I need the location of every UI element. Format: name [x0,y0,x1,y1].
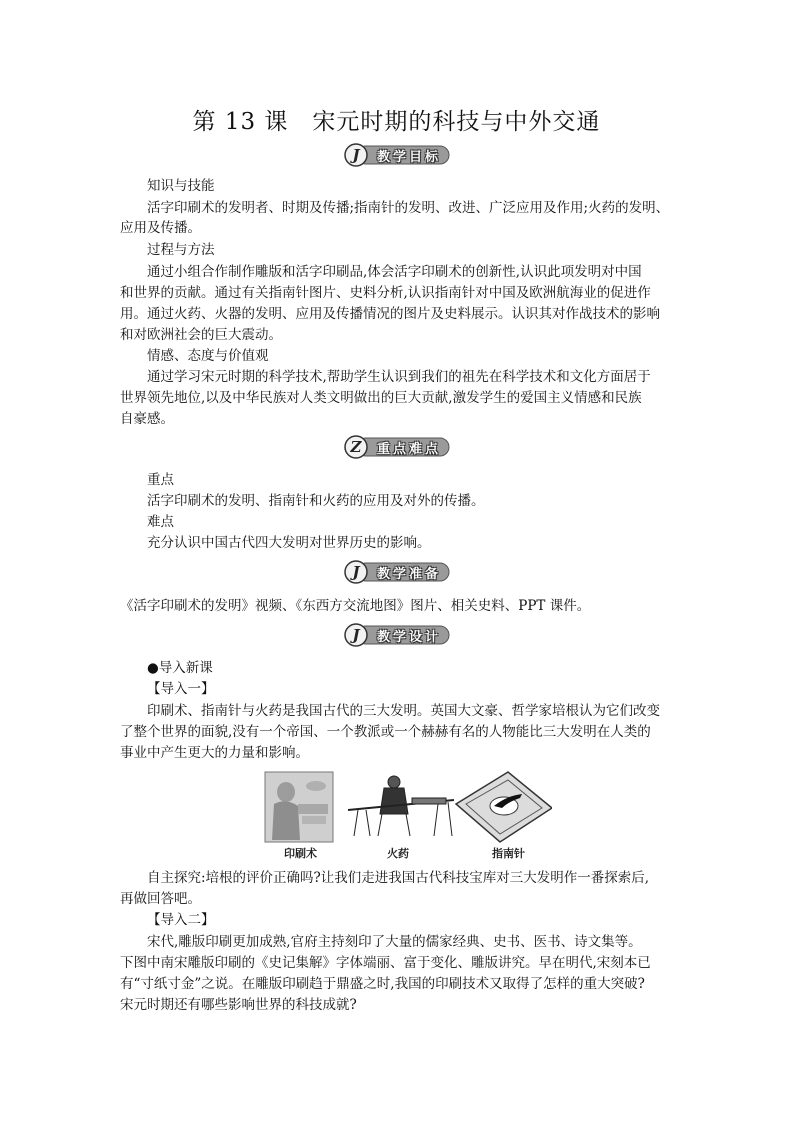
heading-values: 情感、态度与价值观 [147,348,269,364]
inventions-drawing [262,770,552,850]
section-badge-prep [343,560,451,584]
gunpowder-image [348,776,454,836]
paragraph-line: 印刷术、指南针与火药是我国古代的三大发明。英国大文豪、哲学家培根认为它们改变 [147,703,660,719]
badge-label: 重点难点 [376,442,441,457]
paragraph-line: 自豪感。 [120,411,174,427]
lead-heading-1: 【导入一】 [147,681,215,697]
paragraph-line: 《活字印刷术的发明》视频、《东西方交流地图》图片、相关史料、PPT 课件。 [120,598,591,614]
paragraph-line: 事业中产生更大的力量和影响。 [120,745,309,761]
badge-label: 教学目标 [376,150,441,165]
caption-printing: 印刷术 [284,847,317,860]
heading-knowledge: 知识与技能 [147,178,215,194]
paragraph-line: 宋代,雕版印刷更加成熟,官府主持刻印了大量的儒家经典、史书、医书、诗文集等。 [147,934,642,950]
paragraph-line: 了整个世界的面貌,没有一个帝国、一个教派或一个赫赫有名的人物能比三大发明在人类的 [120,724,651,740]
heading-key: 重点 [147,472,174,488]
paragraph-line: 用。通过火药、火器的发明、应用及传播情况的图片及史料展示。认识其对作战技术的影响 [120,306,660,322]
badge-letter: J [352,146,360,164]
paragraph-line: 应用及传播。 [120,220,201,236]
heading-difficulty: 难点 [147,514,174,530]
printing-image [265,772,333,842]
paragraph-line: 和世界的贡献。通过有关指南针图片、史料分析,认识指南针对中国及欧洲航海业的促进作 [120,285,651,301]
paragraph-line: 通过小组合作制作雕版和活字印刷品,体会活字印刷术的创新性,认识此项发明对中国 [147,264,642,280]
lesson-title: 第 13 课 宋元时期的科技与中外交通 [192,109,601,135]
paragraph-line: 和对欧洲社会的巨大震动。 [120,327,282,343]
caption-compass: 指南针 [492,847,525,860]
section-badge-goals [343,143,451,167]
section-badge-key-points [343,435,451,459]
caption-gunpowder: 火药 [387,847,409,860]
badge-label: 教学设计 [376,630,441,645]
compass-image [456,772,552,842]
badge-letter: J [352,563,360,581]
paragraph-line: 有“寸纸寸金”之说。在雕版印刷趋于鼎盛之时,我国的印刷技术又取得了怎样的重大突破? [120,976,645,992]
badge-label: 教学准备 [376,567,441,582]
paragraph-line: 活字印刷术的发明者、时期及传播;指南针的发明、改进、广泛应用及作用;火药的发明、 [147,200,670,216]
section-badge-design [343,623,451,647]
paragraph-line: 自主探究:培根的评价正确吗?让我们走进我国古代科技宝库对三大发明作一番探索后, [147,870,650,886]
paragraph-line: 再做回答吧。 [120,891,201,907]
paragraph-line: 下图中南宋雕版印刷的《史记集解》字体端丽、富于变化、雕版讲究。早在明代,宋刻本已 [120,955,651,971]
paragraph-line: 宋元时期还有哪些影响世界的科技成就? [120,997,357,1013]
lead-heading-2: 【导入二】 [147,912,215,928]
badge-letter: J [352,626,360,644]
badge-letter: Z [350,438,362,456]
paragraph-line: 世界领先地位,以及中华民族对人类文明做出的巨大贡献,激发学生的爱国主义情感和民族 [120,390,642,406]
paragraph-line: 充分认识中国古代四大发明对世界历史的影响。 [147,535,431,551]
paragraph-line: 活字印刷术的发明、指南针和火药的应用及对外的传播。 [147,493,485,509]
paragraph-line: 通过学习宋元时期的科学技术,帮助学生认识到我们的祖先在科学技术和文化方面居于 [147,369,651,385]
heading-process: 过程与方法 [147,242,215,258]
intro-heading: ●导入新课 [147,660,213,676]
